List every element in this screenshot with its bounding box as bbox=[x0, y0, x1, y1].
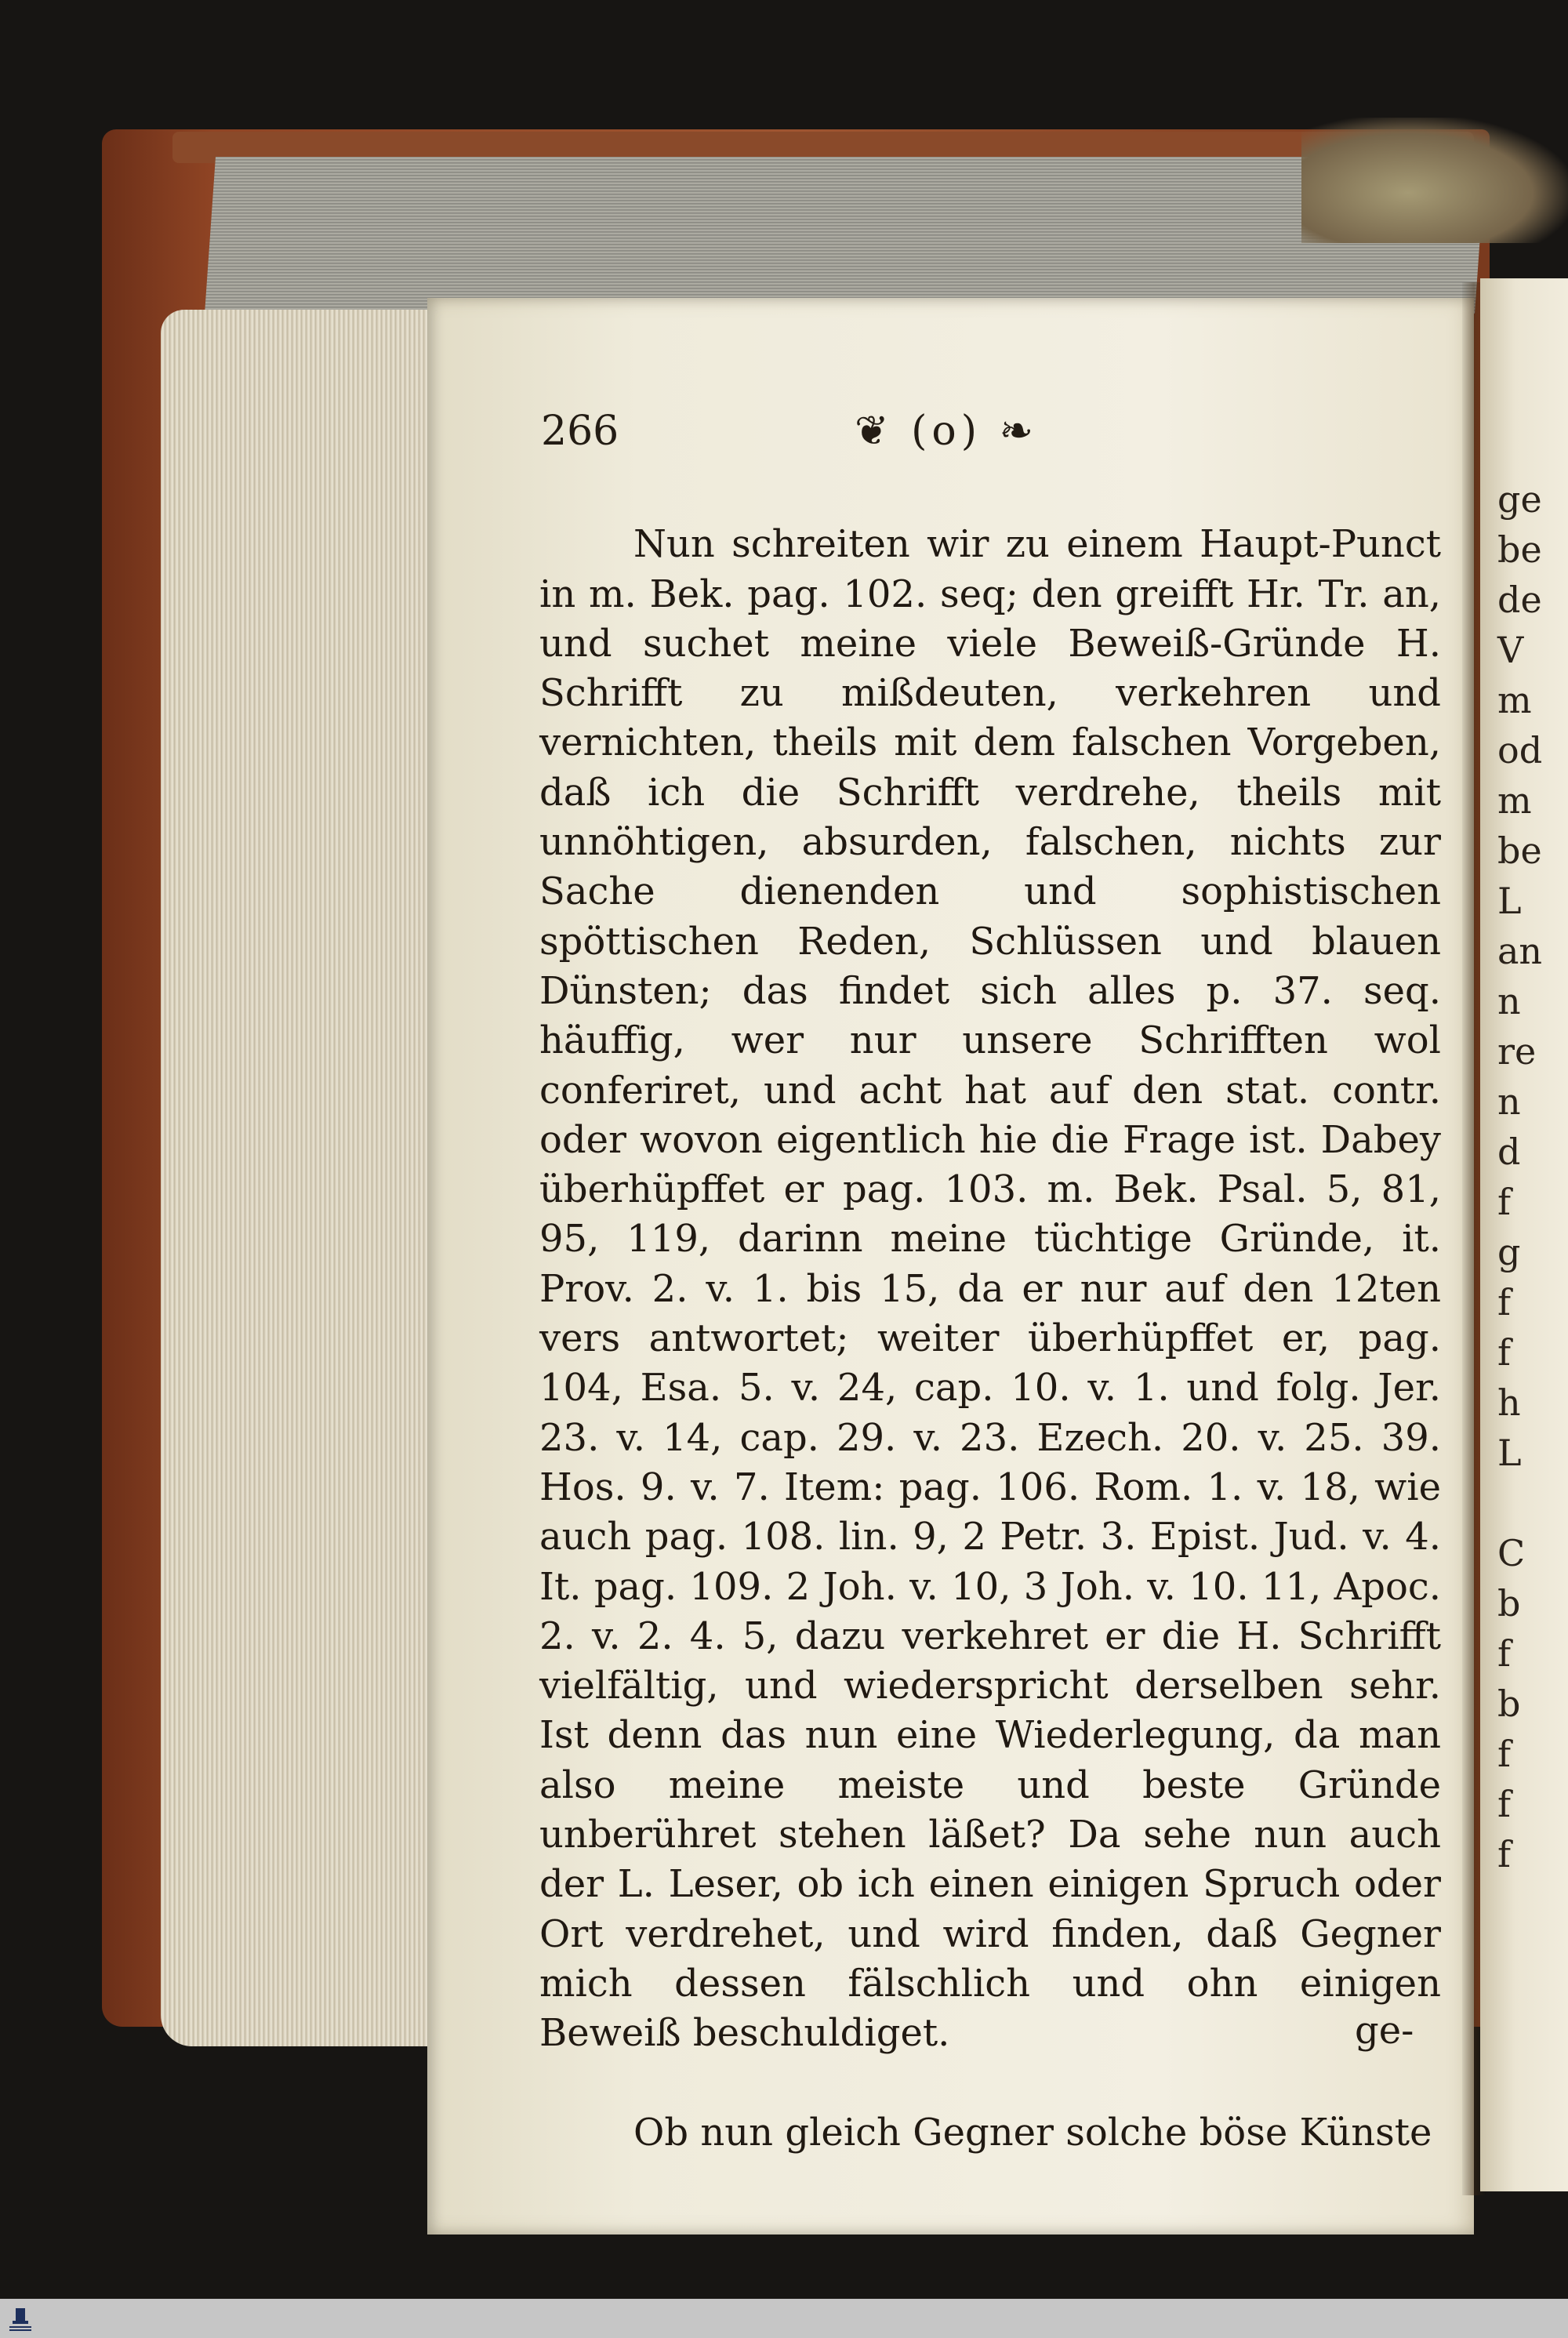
page-block-top-edge bbox=[205, 157, 1486, 314]
header-ornament: ❦ (o) ❧ bbox=[855, 408, 1039, 455]
page-body-text bbox=[539, 470, 1441, 2207]
headband bbox=[1301, 118, 1568, 243]
right-page bbox=[1480, 278, 1568, 2191]
paragraph-1: Nun schreiten wir zu einem Haupt-Punct in m. Bek. pag. 102. seq; den greifft Hr. Tr. an, und suchet meine viele Beweiß-Gründe H. Schrifft zu mißdeuten, verkehren und vernichten, theils mit dem falschen Vorgeben, daß ich die Schrifft verdrehe, theils mit unnöhtigen, absurden, falschen, nichts zur Sache dienenden und sophistischen spöttischen Reden, Schlüssen und blauen Dünsten; das findet sich alles p. 37. seq. häuffig, wer nur unsere Schrifften wol conferiret, und acht hat auf den stat. contr. oder wovon eigentlich hie die Frage ist. Dabey überhüpffet er pag. 103. m. Bek. Psal. 5, 81, 95, 119, darinn meine tüchtige Gründe, it. Prov. 2. v. 1. bis 15, da er nur auf den 12ten vers antwortet; weiter überhüpffet er, pag. 104, Esa. 5. v. 24, cap. 10. v. 1. und folg. Jer. 23. v. 14, cap. 29. v. 23. Ezech. 20. v. 25. 39. Hos. 9. v. 7. Item: pag. 106. Rom. 1. v. 18, wie auch pag. 108. lin. 9, 2 Petr. 3. Epist. Jud. v. 4. It. pag. 109. 2 Joh. v. 10, 3 Joh. v. 10. 11, Apoc. 2. v. 2. 4. 5, dazu verkehret er die H. Schrifft vielfältig, und wiederspricht derselben sehr. Ist denn das nun eine Wiederlegung, da man also meine meiste und beste Gründe unberühret stehen läßet? Da sehe nun auch der L. Leser, ob ich einen einigen Spruch oder Ort verdrehet, und wird finden, daß Gegner mich dessen fälschlich und ohn einigen Beweiß beschuldiget. bbox=[539, 522, 1441, 2056]
catchword: ge- bbox=[1355, 2009, 1414, 2053]
library-logo-icon bbox=[5, 2305, 36, 2333]
paragraph-2: Ob nun gleich Gegner solche böse Künste bbox=[633, 2110, 1432, 2155]
page-block-fore-edge bbox=[161, 310, 431, 2046]
facing-page-fragments: ge be de V m od m be L an n re n d f g f f h L C b f b f f f bbox=[1497, 478, 1543, 1875]
page-number: 266 bbox=[541, 408, 619, 455]
viewer-bottom-bar bbox=[0, 2299, 1568, 2338]
page-header bbox=[541, 408, 1443, 463]
